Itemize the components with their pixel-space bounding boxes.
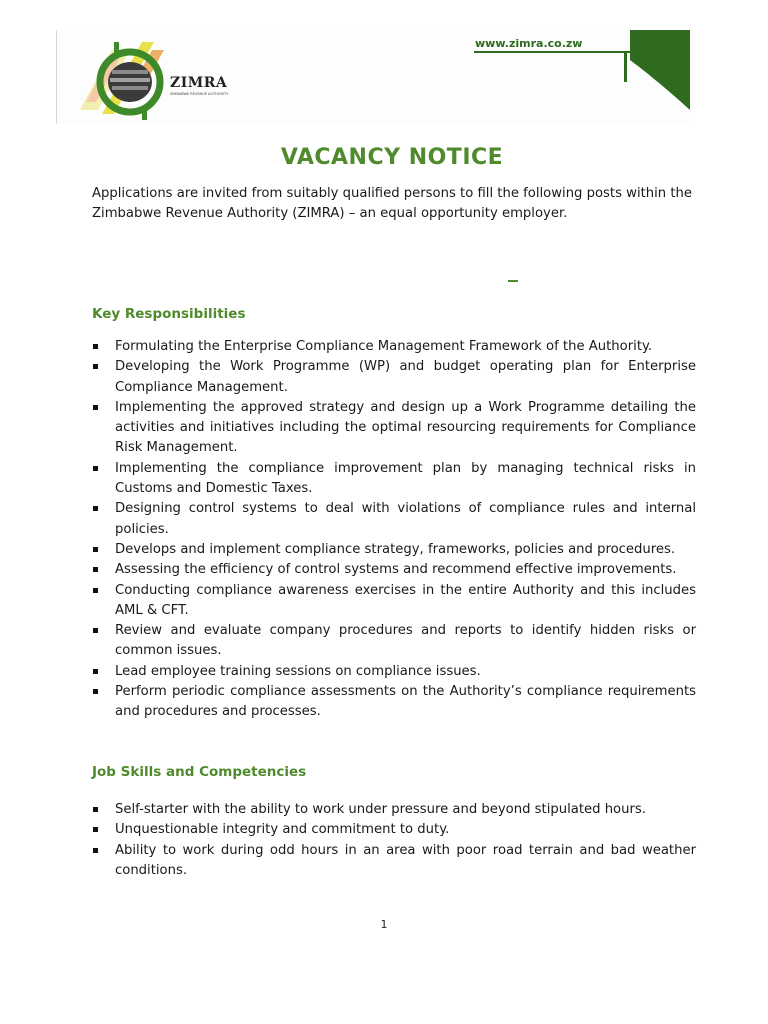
list-item: Develops and implement compliance strategy, frameworks, policies and procedures.	[92, 540, 696, 560]
list-item: Unquestionable integrity and commitment to duty.	[92, 820, 696, 840]
list-item: Designing control systems to deal with violations of compliance rules and internal policies.	[92, 499, 696, 540]
letterhead-left-rule	[56, 30, 57, 124]
corner-swoosh-icon	[624, 30, 690, 110]
list-item: Lead employee training sessions on compliance issues.	[92, 662, 696, 682]
list-item: Perform periodic compliance assessments on the Authority’s compliance requirements and procedures and processes.	[92, 682, 696, 723]
section-heading-key-responsibilities: Key Responsibilities	[92, 306, 246, 322]
list-item: Formulating the Enterprise Compliance Management Framework of the Authority.	[92, 337, 696, 357]
list-item: Review and evaluate company procedures and reports to identify hidden risks or common issues.	[92, 621, 696, 662]
page-title: VACANCY NOTICE	[280, 145, 504, 170]
list-item: Developing the Work Programme (WP) and budget operating plan for Enterprise Compliance Management.	[92, 357, 696, 398]
list-item: Implementing the approved strategy and design up a Work Programme detailing the activities and initiatives including the optimal resourcing requirements for Compliance Risk Management.	[92, 398, 696, 459]
separator-dash	[508, 280, 518, 282]
website-url: www.zimra.co.zw	[475, 37, 583, 50]
page-number: 1	[380, 918, 388, 931]
key-responsibilities-list	[92, 337, 696, 723]
list-item: Assessing the efficiency of control systems and recommend effective improvements.	[92, 560, 696, 580]
job-skills-list	[92, 800, 696, 881]
logo-subtext: ZIMBABWE REVENUE AUTHORITY	[170, 92, 229, 96]
list-item: Ability to work during odd hours in an area with poor road terrain and bad weather conditions.	[92, 841, 696, 882]
list-item: Self-starter with the ability to work under pressure and beyond stipulated hours.	[92, 800, 696, 820]
intro-paragraph: Applications are invited from suitably qualified persons to fill the following posts within the Zimbabwe Revenue Authority (ZIMRA) – an equal opportunity employer.	[92, 186, 692, 221]
list-item: Implementing the compliance improvement plan by managing technical risks in Customs and Domestic Taxes.	[92, 459, 696, 500]
list-item: Conducting compliance awareness exercises in the entire Authority and this includes AML & CFT.	[92, 581, 696, 622]
logo-wordmark: ZIMRA	[170, 75, 228, 91]
section-heading-job-skills: Job Skills and Competencies	[92, 764, 307, 780]
